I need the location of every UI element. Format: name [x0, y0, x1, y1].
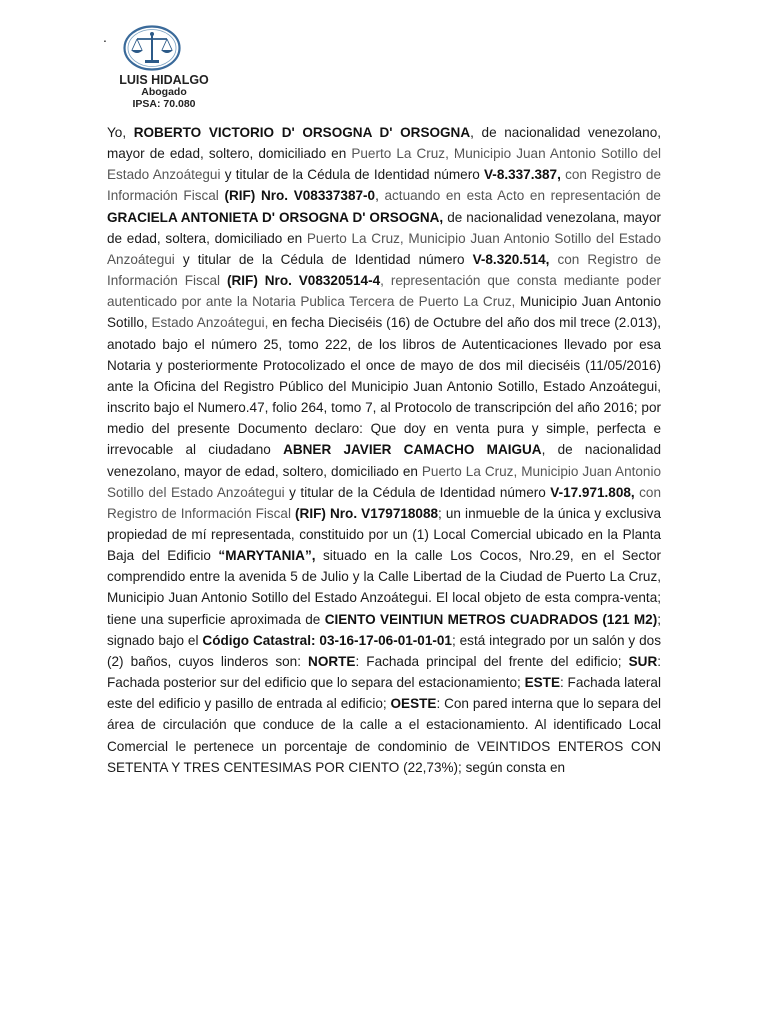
text-segment: de nacionalidad venezolana, mayor de edad, soltera, domiciliado en — [107, 209, 661, 246]
text-segment: Municipio Juan Antonio Sotillo, — [107, 294, 661, 331]
bold-text-segment: SUR — [628, 653, 658, 669]
bold-text-segment: GRACIELA ANTONIETA D' ORSOGNA D' ORSOGNA, — [107, 209, 444, 225]
bold-text-segment: CIENTO VEINTIUN METROS CUADRADOS (121 M2) — [324, 611, 658, 627]
text-segment: , de nacionalidad venezolano, mayor de edad, soltero, domiciliado en — [107, 442, 661, 479]
bold-text-segment: NORTE — [308, 653, 356, 669]
bold-text-segment: ABNER JAVIER CAMACHO MAIGUA — [283, 442, 542, 458]
text-segment: con Registro de Información Fiscal — [107, 167, 661, 204]
text-segment: : Con pared interna que lo separa del área de circulación que conduce de la calle a el estacionamiento. Al identificado Local Comercial le pertenece un porcentaje de condominio de VEINTIDOS ENTEROS CON SETENTA Y TRES CENTESIMAS POR CIENTO (22,73%); según consta en — [107, 696, 661, 775]
text-segment: Yo, — [107, 125, 134, 140]
text-segment: ; está integrado por un salón y dos (2) baños, cuyos linderos son: — [107, 632, 661, 669]
text-segment: con Registro de Información Fiscal — [107, 484, 662, 521]
text-segment: Estado Anzoátegui, — [147, 315, 269, 331]
bold-text-segment: V-8.337.387, — [484, 167, 561, 183]
bold-text-segment: Código Catastral: 03-16-17-06-01-01-01 — [202, 632, 452, 648]
text-segment: : Fachada lateral este del edificio y pasillo de entrada al edificio; — [107, 675, 661, 712]
text-segment: con Registro de Información Fiscal — [107, 251, 661, 289]
text-segment: y titular de la Cédula de Identidad número — [220, 167, 485, 183]
lawyer-name: LUIS HIDALGO — [119, 73, 209, 87]
text-segment: actuando en esta Acto en representación de — [384, 188, 661, 204]
text-segment: ; un inmueble de la única y exclusiva propiedad de mí representada, constituido por un (1) Local Comercial ubicado en la Planta Baja del Edificio — [107, 505, 661, 564]
text-segment: Puerto La Cruz, Municipio Juan Antonio Sotillo del Estado Anzoátegui — [107, 230, 661, 267]
bold-text-segment: (RIF) Nro. V08337387-0 — [224, 188, 376, 204]
bold-text-segment: V-8.320.514, — [472, 251, 550, 267]
header-mark: . — [103, 29, 107, 45]
ipsa-number: IPSA: 70.080 — [132, 97, 196, 110]
text-segment: y titular de la Cédula de Identidad número — [174, 251, 473, 267]
text-segment: ; signado bajo el — [107, 611, 661, 648]
text-segment: : Fachada principal del frente del edificio; — [355, 653, 629, 669]
text-segment: , representación que consta mediante poder autenticado por ante la Notaria Publica Tercera de Puerto La Cruz, — [107, 273, 662, 310]
bold-text-segment: (RIF) Nro. V179718088 — [295, 505, 439, 521]
letterhead — [96, 73, 232, 110]
bold-text-segment: ESTE — [524, 675, 560, 691]
bold-text-segment: OESTE — [390, 696, 437, 712]
text-segment: Puerto La Cruz, Municipio Juan Antonio Sotillo del Estado Anzoátegui — [107, 463, 661, 500]
lawyer-title: Abogado — [141, 86, 187, 98]
text-segment: , de nacionalidad venezolano, mayor de edad, soltero, domiciliado en — [107, 125, 662, 162]
text-segment: : Fachada posterior sur del edificio que lo separa del estacionamiento; — [107, 653, 661, 691]
bold-text-segment: (RIF) Nro. V08320514-4 — [227, 273, 381, 289]
text-segment: y titular de la Cédula de Identidad número — [284, 484, 551, 500]
bold-text-segment: V-17.971.808, — [550, 484, 635, 500]
bold-text-segment: “MARYTANIA”, — [218, 548, 316, 564]
bold-text-segment: ROBERTO VICTORIO D' ORSOGNA D' ORSOGNA — [133, 125, 471, 140]
text-segment: situado en la calle Los Cocos, Nro.29, en el Sector comprendido entre la avenida 5 de Julio y la Calle Libertad de la Ciudad de Puerto La Cruz, Municipio Juan Antonio Sotillo del Estado Anzoátegui. El local objeto de esta compra-venta; tiene una superficie aproximada de — [107, 548, 661, 627]
document-body — [107, 122, 661, 778]
scales-of-justice-logo — [123, 25, 181, 71]
text-segment: , — [375, 188, 385, 204]
text-segment: en fecha Dieciséis (16) de Octubre del año dos mil trece (2.013), anotado bajo el número 25, tomo 222, de los libros de Autenticaciones llevado por esa Notaria y posteriormente Protocolizado el once de mayo de dos mil dieciséis (11/05/2016) ante la Oficina del Registro Público del Municipio Juan Antonio Sotillo, Estado Anzoátegui, inscrito bajo el Numero.47, folio 264, tomo 7, al Protocolo de transcripción del año 2016; por medio del presente Documento declaro: Que doy en venta pura y simple, perfecta e irrevocable al ciudadano — [107, 315, 661, 458]
text-segment: Puerto La Cruz, Municipio Juan Antonio Sotillo del Estado Anzoátegui — [107, 146, 662, 183]
